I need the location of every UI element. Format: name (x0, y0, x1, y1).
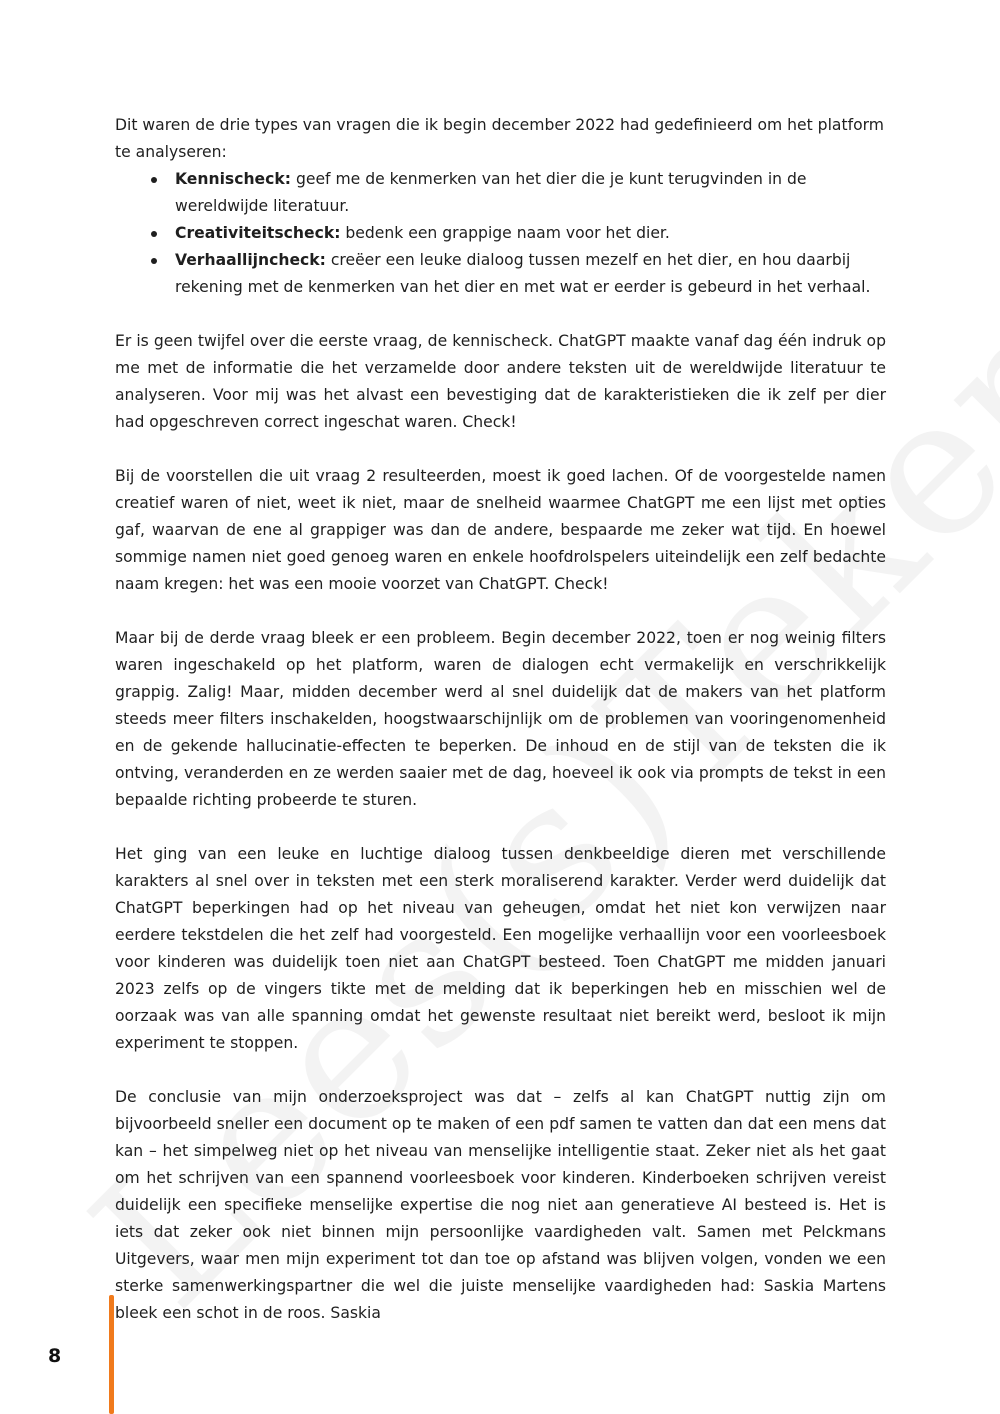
body-paragraph: Het ging van een leuke en luchtige dialoog tussen denkbeeldige dieren met verschillende karakters al snel over in teksten met een sterk moraliserend karakter. Verder werd duidelijk dat ChatGPT beperkingen had op het niveau van geheugen, omdat het niet kon verwijzen naar eerdere tekstdelen die het zelf had voorgesteld. Een mogelijke verhaallijn voor een voorleesboek voor kinderen was duidelijk toen niet aan ChatGPT besteed. Toen ChatGPT me midden januari 2023 zelfs op de vingers tikte met de melding dat ik beperkingen heb en misschien wel de oorzaak was van alle spanning omdat het gewenste resultaat niet bereikt werd, besloot ik mijn experiment te stoppen. (115, 845, 886, 1052)
intro-paragraph: Dit waren de drie types van vragen die ik begin december 2022 had gedefinieerd om het platform te analyseren: (115, 116, 884, 161)
body-paragraph: Er is geen twijfel over die eerste vraag, de kennischeck. ChatGPT maakte vanaf dag één indruk op me met de informatie die het verzamelde door andere teksten uit de wereldwijde literatuur te analyseren. Voor mij was het alvast een bevestiging dat de karakteristieken die ik zelf per dier had opgeschreven correct ingeschat waren. Check! (115, 332, 886, 431)
page-number: 8 (48, 1345, 62, 1367)
body-paragraph: Maar bij de derde vraag bleek er een probleem. Begin december 2022, toen er nog weinig filters waren ingeschakeld op het platform, waren de dialogen echt vermakelijk en verschrikkelijk grappig. Zalig! Maar, midden december werd al snel duidelijk dat de makers van het platform steeds meer filters inschakelden, hoogstwaarschijnlijk om de problemen van vooringenomenheid en de gekende hallucinatie-effecten te beperken. De inhoud en de stijl van de teksten die ik ontving, veranderden en ze werden saaier met de dag, hoeveel ik ook via prompts de tekst in een bepaalde richting probeerde te sturen. (115, 629, 886, 809)
page-body (115, 112, 886, 1354)
list-item-term: Verhaallijncheck: (175, 251, 326, 269)
list-item-text: geef me de kenmerken van het dier die je kunt terugvinden in de wereldwijde literatuur. (175, 170, 807, 215)
list-item-term: Creativiteitscheck: (175, 224, 341, 242)
body-paragraph: Bij de voorstellen die uit vraag 2 resulteerden, moest ik goed lachen. Of de voorgestelde namen creatief waren of niet, weet ik niet, maar de snelheid waarmee ChatGPT me een lijst met opties gaf, waarvan de ene al grappiger was dan de andere, bespaarde me zeker wat tijd. En hoewel sommige namen niet goed genoeg waren en enkele hoofdrolspelers uiteindelijk een zelf bedachte naam kregen: het was een mooie voorzet van ChatGPT. Check! (115, 467, 886, 593)
list-item (175, 166, 886, 220)
list-item-term: Kennischeck: (175, 170, 291, 188)
list-item-text: bedenk een grappige naam voor het dier. (340, 224, 670, 242)
list-item (175, 220, 886, 247)
page-accent-bar (109, 1295, 114, 1414)
list-item (175, 247, 886, 301)
question-types-list (115, 166, 886, 301)
list-item-text: creëer een leuke dialoog tussen mezelf en het dier, en hou daarbij rekening met de kenmerken van het dier en met wat er eerder is gebeurd in het verhaal. (175, 251, 871, 296)
body-paragraph: De conclusie van mijn onderzoeksproject was dat – zelfs al kan ChatGPT nuttig zijn om bijvoorbeeld sneller een document op te maken of een pdf samen te vatten dan dat een mens dat kan – het simpelweg niet op het niveau van menselijke intelligentie staat. Zeker niet als het gaat om het schrijven van een spannend voorleesboek voor kinderen. Kinderboeken schrijven vereist duidelijk een specifieke menselijke expertise die nog niet aan generatieve AI besteed is. Het is iets dat zeker ook niet binnen mijn persoonlijke vaardigheden valt. Samen met Pelckmans Uitgevers, waar men mijn experiment tot dan toe op afstand was blijven volgen, vonden we een sterke samenwerkingspartner die wel die juiste menselijke vaardigheden had: Saskia Martens bleek een schot in de roos. Saskia (115, 1088, 886, 1322)
